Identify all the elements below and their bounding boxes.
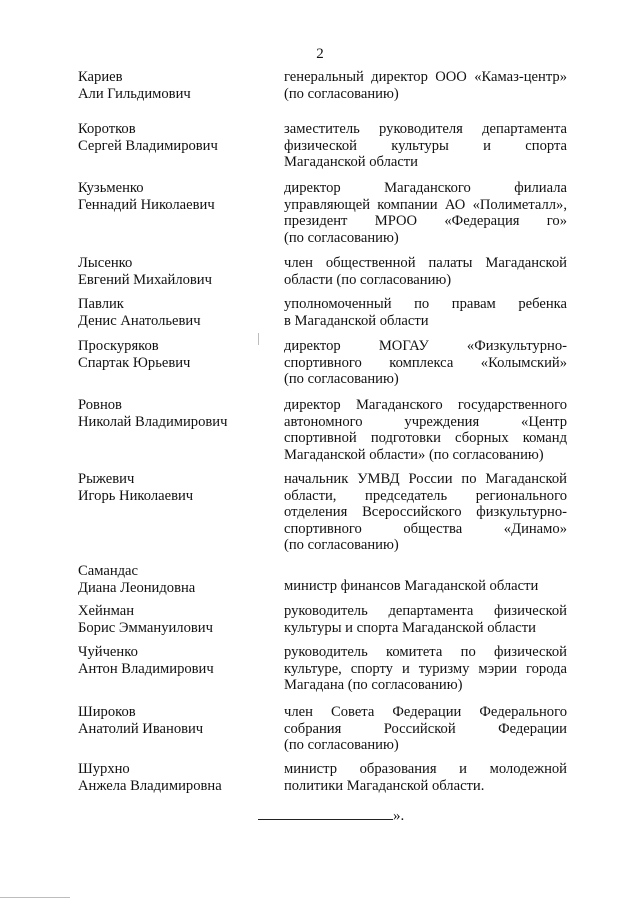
member-surname: Кариев	[78, 69, 123, 85]
member-role	[284, 338, 567, 388]
member-role-line: собрания Российской Федерации	[284, 720, 567, 737]
member-name	[78, 704, 268, 737]
member-role-line: в Магаданской области	[284, 312, 429, 329]
member-role-line: спортивного комплекса «Колымский»	[284, 354, 567, 371]
member-name	[78, 563, 268, 596]
member-name	[78, 296, 268, 329]
member-name	[78, 121, 268, 154]
member-role-line: член общественной палаты Магаданской	[284, 255, 567, 271]
member-role	[284, 471, 567, 554]
member-role-line: области, председатель регионального	[284, 487, 567, 504]
member-surname: Коротков	[78, 121, 136, 137]
member-surname: Ровнов	[78, 397, 122, 413]
member-name	[78, 338, 268, 371]
member-name	[78, 397, 268, 430]
member-role-line: (по согласованию)	[284, 85, 399, 102]
member-role	[284, 578, 567, 595]
member-surname: Шурхно	[78, 761, 130, 777]
member-role-line: директор Магаданского государственного	[284, 397, 567, 413]
member-role-line: управляющей компании АО «Полиметалл»,	[284, 196, 567, 213]
member-surname: Широков	[78, 704, 136, 720]
member-role-line: (по согласованию)	[284, 537, 399, 553]
member-role-line: (по согласованию)	[284, 371, 399, 387]
member-given-names: Борис Эммануилович	[78, 619, 213, 636]
member-role	[284, 603, 567, 636]
member-role-line: Магаданской области» (по согласованию)	[284, 446, 544, 463]
member-role	[284, 397, 567, 463]
member-role-line: культуре, спорту и туризму мэрии города	[284, 660, 567, 677]
member-surname: Кузьменко	[78, 180, 144, 196]
member-surname: Чуйченко	[78, 644, 138, 660]
member-role-line: начальник УМВД России по Магаданской	[284, 471, 567, 487]
member-role	[284, 255, 567, 288]
member-role	[284, 180, 567, 246]
member-surname: Хейнман	[78, 603, 135, 619]
member-given-names: Анатолий Иванович	[78, 720, 204, 737]
member-role-line: (по согласованию)	[284, 229, 399, 246]
ending-line	[258, 807, 404, 824]
member-role-line: Магаданской области	[284, 154, 418, 170]
member-role-line: политики Магаданской области.	[284, 777, 485, 794]
member-role-line: член Совета Федерации Федерального	[284, 704, 567, 720]
member-given-names: Диана Леонидовна	[78, 579, 196, 596]
member-surname: Проскуряков	[78, 338, 159, 354]
member-role-line: области (по согласованию)	[284, 271, 452, 288]
scan-edge-mark	[0, 897, 70, 898]
member-given-names: Игорь Николаевич	[78, 487, 194, 504]
page-number: 2	[316, 46, 324, 62]
member-given-names: Денис Анатольевич	[78, 312, 201, 329]
member-name	[78, 761, 268, 794]
member-name	[78, 603, 268, 636]
member-surname: Павлик	[78, 296, 124, 312]
member-role	[284, 761, 567, 794]
member-role-line: директор МОГАУ «Физкультурно-	[284, 338, 567, 354]
member-role-line: отделения Всероссийского физкультурно-	[284, 504, 567, 520]
member-given-names: Николай Владимирович	[78, 413, 228, 430]
member-role-line: руководитель департамента физической	[284, 603, 567, 619]
member-role	[284, 704, 567, 754]
member-surname: Самандас	[78, 563, 139, 579]
member-name	[78, 471, 268, 504]
member-role-line: директор Магаданского филиала	[284, 180, 567, 196]
member-given-names: Антон Владимирович	[78, 660, 214, 677]
member-role-line: президент МРОО «Федерация го»	[284, 213, 567, 229]
member-role-line: заместитель руководителя департамента	[284, 121, 567, 137]
scan-edge-mark	[258, 333, 259, 345]
member-role	[284, 296, 567, 329]
closing-quote: ».	[393, 808, 405, 824]
member-role-line: Магадана (по согласованию)	[284, 677, 463, 693]
member-given-names: Анжела Владимировна	[78, 777, 222, 794]
member-role	[284, 69, 567, 102]
member-role-line: уполномоченный по правам ребенка	[284, 296, 567, 312]
member-surname: Лысенко	[78, 255, 133, 271]
member-role-line: генеральный директор ООО «Камаз-центр»	[284, 69, 567, 85]
member-role-line: министр финансов Магаданской области	[284, 578, 539, 594]
member-name	[78, 255, 268, 288]
member-name	[78, 644, 268, 677]
member-role-line: министр образования и молодежной	[284, 761, 567, 777]
member-name	[78, 69, 268, 102]
member-role	[284, 121, 567, 171]
member-role-line: спортивной подготовки сборных команд	[284, 430, 567, 446]
member-given-names: Евгений Михайлович	[78, 271, 212, 288]
member-role-line: (по согласованию)	[284, 737, 399, 753]
member-given-names: Спартак Юрьевич	[78, 354, 191, 371]
member-given-names: Сергей Владимирович	[78, 137, 218, 154]
member-role-line: спортивного общества «Динамо»	[284, 520, 567, 537]
member-given-names: Геннадий Николаевич	[78, 196, 215, 213]
blank-underline	[258, 807, 393, 820]
member-role-line: физической культуры и спорта	[284, 137, 567, 154]
member-given-names: Али Гильдимович	[78, 85, 191, 102]
member-surname: Рыжевич	[78, 471, 135, 487]
member-role-line: культуры и спорта Магаданской области	[284, 619, 536, 636]
member-name	[78, 180, 268, 213]
member-role	[284, 644, 567, 694]
member-role-line: руководитель комитета по физической	[284, 644, 567, 660]
member-role-line: автономного учреждения «Центр	[284, 413, 567, 430]
